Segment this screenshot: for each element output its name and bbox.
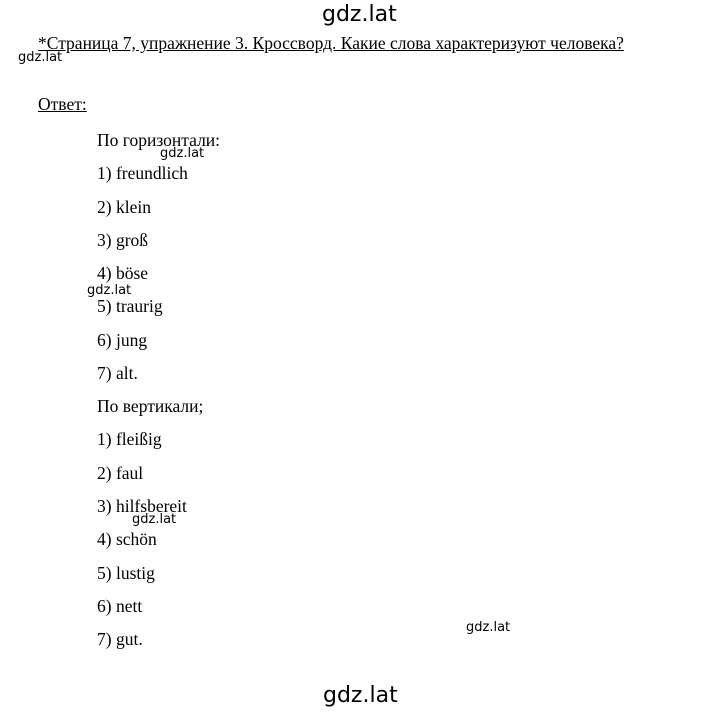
horizontal-item: 1) freundlich: [97, 163, 188, 183]
watermark: gdz.lat: [466, 620, 511, 635]
vertical-item: 1) fleißig: [97, 429, 162, 449]
horizontal-heading: По горизонтали:: [97, 130, 221, 150]
vertical-item: 3) hilfsbereit: [97, 496, 187, 516]
watermark: gdz.lat: [87, 283, 132, 298]
vertical-item: 6) nett: [97, 596, 143, 616]
horizontal-item: 7) alt.: [97, 363, 138, 383]
vertical-heading: По вертикали;: [97, 396, 204, 416]
task-text: *Страница 7, упражнение 3. Кроссворд. Какие слова характеризуют человека?: [38, 33, 624, 53]
watermark-bottom: gdz.lat: [323, 683, 398, 708]
horizontal-item: 6) jung: [97, 330, 148, 350]
vertical-item: 4) schön: [97, 529, 157, 549]
horizontal-item: 4) böse: [97, 263, 149, 283]
horizontal-item: 3) groß: [97, 230, 149, 250]
answer-label: Ответ:: [38, 94, 87, 114]
vertical-item: 5) lustig: [97, 563, 155, 583]
horizontal-item: 5) traurig: [97, 296, 163, 316]
task-statement: [38, 30, 684, 56]
vertical-item: 2) faul: [97, 463, 144, 483]
watermark: gdz.lat: [132, 512, 177, 527]
watermark-top: gdz.lat: [322, 2, 397, 27]
vertical-item: 7) gut.: [97, 629, 143, 649]
watermark: gdz.lat: [160, 146, 205, 161]
watermark: gdz.lat: [18, 50, 63, 65]
horizontal-item: 2) klein: [97, 197, 151, 217]
